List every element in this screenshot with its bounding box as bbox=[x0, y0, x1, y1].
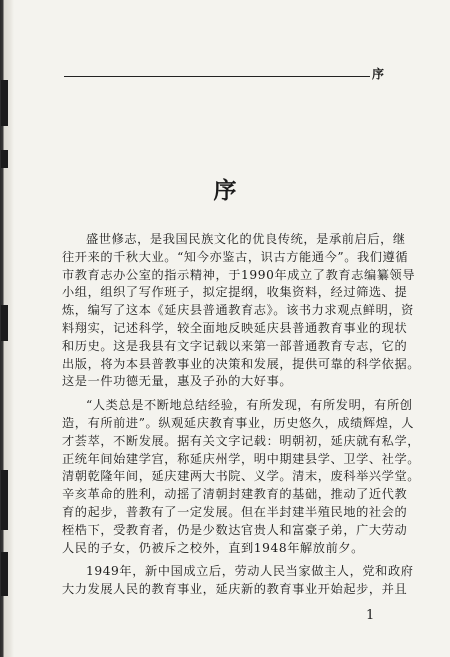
spine-mark bbox=[1, 150, 8, 168]
text-line: 清朝乾隆年间，延庆建两大书院、义学。清末，废科举兴学堂。 bbox=[62, 469, 421, 484]
text-line: 炼，编写了这本《延庆县普通教育志》。该书力求观点鲜明，资 bbox=[62, 303, 414, 318]
text-line: 市教育志办公室的指示精神，于1990年成立了教育志编纂领导 bbox=[62, 267, 416, 282]
text-line: 1949年，新中国成立后，劳动人民当家做主人，党和政府 bbox=[86, 564, 414, 579]
text-line: 桎梏下，受教育者，仍是少数达官贵人和富豪子弟，广大劳动 bbox=[62, 522, 408, 537]
text-line: 正统年间始建学宫，称延庆州学，明中期建县学、卫学、社学。 bbox=[62, 451, 421, 466]
spine-mark bbox=[1, 470, 8, 530]
chapter-title: 序 bbox=[213, 178, 237, 204]
spine-mark bbox=[1, 305, 8, 341]
text-line: 大力发展人民的教育事业，延庆新的教育事业开始起步，并且 bbox=[62, 582, 408, 597]
text-line: “人类总是不断地总结经验，有所发现，有所发明，有所创 bbox=[86, 398, 413, 413]
body-text bbox=[62, 231, 421, 599]
text-line: 小组，组织了写作班子，拟定提纲，收集资料，经过筛选、提 bbox=[62, 285, 408, 300]
text-line: 育的起步，普教有了一定发展。但在半封建半殖民地的社会的 bbox=[62, 504, 408, 519]
text-line: 出版，将为本县普教事业的决策和发展，提供可靠的科学依据。 bbox=[62, 356, 421, 371]
text-line: 辛亥革命的胜利，动摇了清朝封建教育的基础，推动了近代教 bbox=[62, 487, 408, 502]
text-line: 这是一件功德无量，惠及子孙的大好事。 bbox=[62, 374, 293, 389]
spine-mark bbox=[1, 80, 8, 126]
text-line: 和历史。这是我县有文字记载以来第一部普通教育专志，它的 bbox=[62, 338, 408, 353]
text-line: 料翔实，记述科学，较全面地反映延庆县普通教育事业的现状 bbox=[62, 320, 408, 335]
header-rule bbox=[64, 76, 370, 77]
text-line: 造，有所前进”。纵观延庆教育事业，历史悠久，成绩辉煌，人 bbox=[62, 415, 415, 430]
page-number: 1 bbox=[366, 608, 375, 623]
text-line: 盛世修志，是我国民族文化的优良传统，是承前启后，继 bbox=[86, 232, 406, 246]
book-spine-edge bbox=[0, 0, 14, 657]
text-line: 才荟萃，不断发展。据有关文字记载：明朝初，延庆就有私学， bbox=[62, 433, 421, 448]
spine-mark bbox=[1, 552, 8, 596]
text-line: 往开来的千秋大业。“知今亦鉴古，识古方能通今”。我们遵循 bbox=[62, 249, 409, 264]
running-header: 序 bbox=[372, 67, 385, 81]
text-line: 人民的子女，仍被斥之校外，直到1948年解放前夕。 bbox=[62, 540, 364, 555]
